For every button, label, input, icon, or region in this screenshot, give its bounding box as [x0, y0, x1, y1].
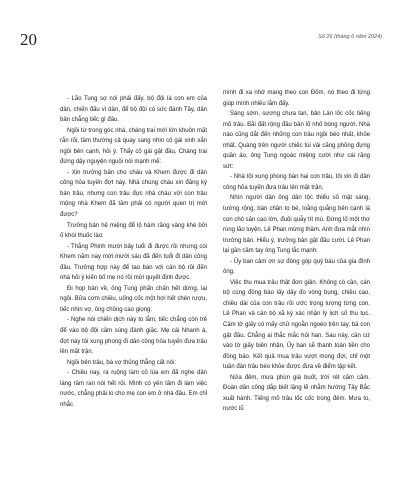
paragraph: Đi họp bản về, ông Tung phấn chấn hết dừng, lại ngồi. Bữa cơm chiều, uống cốc một hơi hết chén rượu, tiếc nhìn vợ, ông chồng cao giọng: [60, 285, 207, 313]
paragraph: Nửa đêm, mưa phùn giá buốt, trời rét căm căm. Đoàn dân công dắp biết lặng lẽ nhằm hướng Tây Bắc xuất hành. Tiếng mõ trâu lốc cốc trong đêm. Mưa to, nước lũ [223, 374, 370, 413]
paragraph: Trưởng bản hệ miệng để lộ hàm răng vàng khè bởi ố khói thuốc lào: [60, 222, 207, 240]
paragraph: - Chiều nay, ra ruộng làm cỏ lúa em đã nghe dân làng rầm ran nói hết rồi. Mình có yên tâm đi làm việc nước, chẳng phải lo cho mẹ con em ở nhà đâu. Em chỉ nhắc [60, 370, 207, 408]
paragraph: - Thắng Phinh mười bảy tuổi đi được rồi nhưng còi Khem năm nay mới mười sáu đã đến tuổi đi dân công đâu. Trưởng hợp này để tao bàn với cán bộ rồi đến nhà hỏi ý kiến bố mẹ nó rồi mới quyết định được. [60, 243, 207, 282]
issue-label: Số 26 (tháng 6 năm 2024) [318, 34, 382, 40]
paragraph: - Ủy ban cảm ơn sự đóng góp quý báu của gia đình ông. [223, 258, 370, 276]
paragraph: Ngồi từ trong góc nhà, chàng trai mới lớn khuôn mặt rắn rỏi, tầm thường cả quay sang nhìn cô gái xinh xắn ngồi bên cạnh, hỏi ý. Thấy cô gái gật đầu, Chàng trai đứng dậy nguyện nguội nói mạnh mẽ: [60, 127, 207, 166]
page-number: 20 [20, 30, 37, 49]
paragraph: Việc thu mua trâu thật đơn giản. Không có cân, cán bộ cùng đồng bào lấy dây đo vòng bụng, chiều cao, chiều dài của con trâu rồi ước trọng lượng từng con. Lê Phan và cán bộ xã ký xác nhận lý lịch số thu tục. Cầm tờ giấy có mấy chữ ngoằn ngoèo trên tay, bà con gật đầu. Chẳng ai thắc mắc hỏi han. Sau này, cần cứ vào tờ giấy biên nhận, Ủy ban sẽ thanh toán tiền cho đồng bào. Kết quả mua trâu vượt mong đợi, chỉ một tuần đàn trâu béo khỏe được đưa về điểm tập kết. [223, 279, 370, 371]
right-column [223, 88, 370, 415]
paragraph: - Nghe nói chiến dịch này to lắm, tiếc chẳng còn trẻ để vào bộ đội cầm súng đánh giặc. Mẹ cái Nhanh à, đợt này tôi xung phong đi dân công hỏa tuyến đưa trâu lên mặt trận. [60, 317, 207, 356]
paragraph: Nhìn người dân ông dân tộc thiểu số mặt sáng, tướng rộng, bàn chân to bè, loằng quằng bên cạnh là con chó săn cao lớn, đuôi quẫy tít mù. Đứng lố một thơ rùng lão luyện. Lê Phan mừng thầm. Anh đưa mắt nhìn trưởng bản. Hiểu ý, trưởng bản gật đầu cười. Lê Phan lại gần cầm tay ông Tung lắc mạnh: [223, 195, 370, 255]
paragraph: Sáng sớm, sương chưa tan, bản Lán lốc cốc tiếng mõ trâu. Bãi đất rộng đầu bản lố nhố bóng người. Nhà nào cũng dắt đến những con trâu ngồi béo nhất, khỏe nhất. Quàng trên người chiếc túi vải căng phồng đựng quần áo, ông Tung ngoác miệng cười như cái răng sứt: [223, 111, 370, 170]
paragraph: - Xin trưởng bản cho cháu và Khem được đi dân công hỏa tuyến đợt này. Nhà chúng cháu xin đăng ký bán trâu, nhưng con trâu đực nhà cháu với con trâu mộng nhà Khem đã tăm phải có người quen trị mới được? [60, 169, 207, 219]
paragraph: mình đi xa nhớ mang theo con Đốm, nó theo đi từng giúp mình nhiều lắm đấy. [223, 90, 370, 107]
paragraph: - Lão Tung sợ nói phải đấy, bộ đội là con em của dân, chiến đấu vì dân, để bộ đội có sức đánh Tây, dân bản chẳng tiếc gì đâu. [60, 96, 207, 124]
paragraph: Ngồi bên trâu, bà vợ thủng thẳng cất nói: [67, 359, 177, 366]
paragraph: - Nhà tôi xung phong bán hai con trâu, tôi xin đi dân công hỏa tuyến đưa trâu lên mặt trận. [223, 174, 370, 191]
left-column [60, 94, 207, 410]
